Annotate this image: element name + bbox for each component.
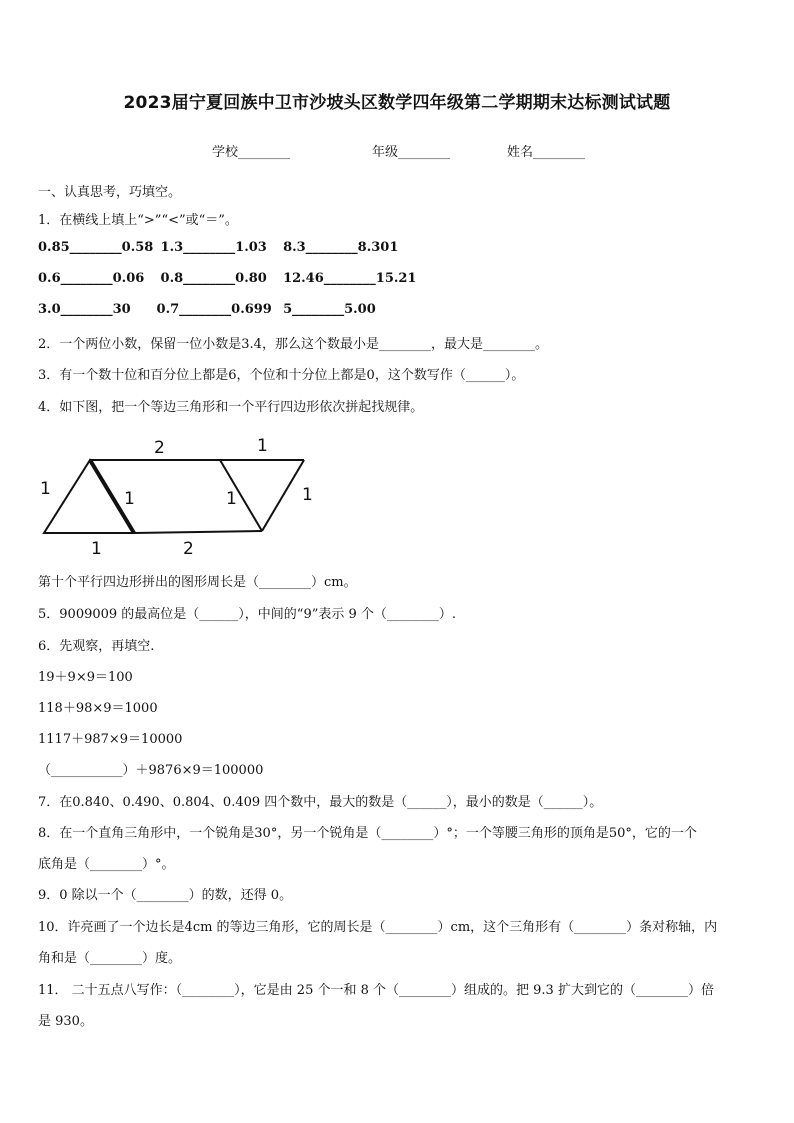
question-10-cont: 角和是（________）度。	[38, 951, 182, 966]
question-3: 3．有一个数十位和百分位上都是6，个位和十分位上都是0，这个数写作（______）。	[38, 368, 525, 383]
question-10: 10．许亮画了一个边长是4cm 的等边三角形，它的周长是（________）cm，这个三角形有（________）条对称轴，内	[38, 920, 718, 935]
q1-item: 0.6________0.06	[38, 271, 145, 286]
q1-item: 1.3________1.03	[160, 240, 267, 255]
q1-item: 5________5.00	[283, 302, 376, 317]
q6-equation: 19＋9×9＝100	[38, 670, 133, 685]
figure-label: 2	[154, 438, 165, 458]
parallelogram-bottom	[134, 531, 262, 533]
question-1: 1．在横线上填上“>”“<”或“＝”。	[38, 213, 238, 228]
q1-row-2	[38, 271, 416, 286]
question-8-cont: 底角是（________）°。	[38, 857, 175, 872]
q1-item: 8.3________8.301	[283, 240, 399, 255]
pattern-figure	[30, 430, 330, 560]
question-2: 2．一个两位小数，保留一位小数是3.4，那么这个数最小是________，最大是________。	[38, 337, 548, 352]
figure-label: 2	[183, 539, 194, 559]
grade-field: 年级________	[372, 145, 451, 160]
question-11: 11． 二十五点八写作：（________），它是由 25 个一和 8 个（________）组成的。把 9.3 扩大到它的（________）倍	[38, 983, 714, 998]
figure-label: 1	[226, 489, 237, 509]
figure-label: 1	[40, 479, 51, 499]
right-edge	[262, 460, 304, 531]
question-5: 5．9009009 的最高位是（______），中间的“9”表示 9 个（________）.	[38, 607, 457, 622]
figure-label: 1	[257, 436, 268, 456]
school-field: 学校________	[212, 145, 291, 160]
question-11-cont: 是 930。	[38, 1014, 93, 1029]
question-7: 7．在0.840、0.490、0.804、0.409 四个数中，最大的数是（______），最小的数是（______）。	[38, 795, 603, 810]
q6-equation: （___________）＋9876×9＝100000	[38, 763, 264, 778]
q1-row-3	[38, 302, 376, 317]
q1-item: 3.0________30	[38, 302, 131, 317]
q1-item: 0.8________0.80	[160, 271, 267, 286]
q1-item: 12.46________15.21	[283, 271, 417, 286]
q1-item: 0.85________0.58	[38, 240, 154, 255]
question-8: 8．在一个直角三角形中，一个锐角是30°，另一个锐角是（________）°；一个等腰三角形的顶角是50°，它的一个	[38, 826, 697, 841]
triangle-shape	[44, 460, 134, 533]
q1-row-1	[38, 240, 398, 255]
name-field: 姓名________	[507, 145, 586, 160]
figure-label: 1	[124, 489, 135, 509]
question-9: 9．0 除以一个（________）的数，还得 0。	[38, 888, 293, 903]
question-4-answer: 第十个平行四边形拼出的图形周长是（________）cm。	[38, 575, 357, 590]
q1-item: 0.7________0.699	[156, 302, 272, 317]
page-title: 2023届宁夏回族中卫市沙坡头区数学四年级第二学期期末达标测试试题	[123, 93, 671, 113]
question-4: 4．如下图，把一个等边三角形和一个平行四边形依次拼起找规律。	[38, 400, 424, 415]
section-heading: 一、认真思考，巧填空。	[38, 185, 182, 200]
q6-equation: 118＋98×9＝1000	[38, 701, 158, 716]
q6-equation: 1117＋987×9＝10000	[38, 732, 183, 747]
question-6: 6．先观察，再填空.	[38, 639, 155, 654]
figure-label: 1	[91, 539, 102, 559]
figure-label: 1	[302, 485, 313, 505]
